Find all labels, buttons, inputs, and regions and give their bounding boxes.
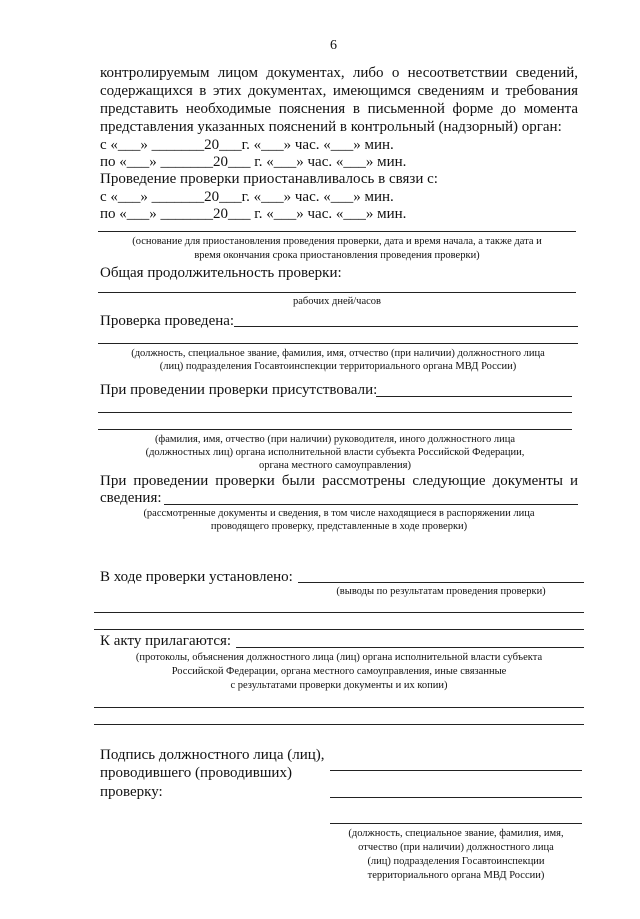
docs-note-1: (рассмотренные документы и сведения, в том числе находящиеся в распоряжении лица xyxy=(143,508,535,519)
present-note-2: (должностных лиц) органа исполнительной власти субъекта Российской Федерации, xyxy=(145,447,525,458)
docs-label-2: сведения: xyxy=(100,490,162,506)
signature-note-2: отчество (при наличии) должностного лица xyxy=(358,842,554,853)
findings-label: В ходе проверки установлено: xyxy=(100,569,293,585)
present-line-1 xyxy=(376,396,572,397)
period1-from: с «___» _______20___г. «___» час. «___» мин. xyxy=(100,137,394,153)
attach-note-2: Российской Федерации, органа местного самоуправления, иные связанные xyxy=(171,666,507,677)
present-line-2 xyxy=(98,412,572,413)
present-note-3: органа местного самоуправления) xyxy=(259,460,411,471)
attach-note-3: с результатами проверки документы и их копии) xyxy=(230,680,448,691)
attach-line xyxy=(236,647,584,648)
signature-note-3: (лиц) подразделения Госавтоинспекции xyxy=(367,856,545,867)
signature-label-3: проверку: xyxy=(100,784,163,800)
present-line-3 xyxy=(98,429,572,430)
signature-line-1 xyxy=(330,770,582,771)
intro-line-4: представления указанных пояснений в контрольный (надзорный) орган: xyxy=(100,119,562,135)
period1-to: по «___» _______20___ г. «___» час. «___» мин. xyxy=(100,154,407,170)
conducted-line-1 xyxy=(234,326,578,327)
duration-line xyxy=(98,292,576,293)
intro-line-2: содержащихся в этих документах, имеющимся сведениям и требования xyxy=(100,83,578,99)
page-number: 6 xyxy=(330,38,337,53)
period2-from: с «___» _______20___г. «___» час. «___» мин. xyxy=(100,189,394,205)
attach-note-1: (протоколы, объяснения должностного лица (лиц) органа исполнительной власти субъекта xyxy=(135,652,543,663)
intro-line-1: контролируемым лицом документах, либо о несоответствии сведений, xyxy=(100,65,578,81)
conducted-line-2 xyxy=(98,343,578,344)
docs-line xyxy=(164,504,578,505)
findings-line-2 xyxy=(94,612,584,613)
findings-line-3 xyxy=(94,629,584,630)
present-label: При проведении проверки присутствовали: xyxy=(100,382,378,398)
findings-note: (выводы по результатам проведения проверки) xyxy=(336,586,546,597)
signature-line-3 xyxy=(330,823,582,824)
docs-note-2: проводящего проверку, представленные в ходе проверки) xyxy=(210,521,468,532)
suspended-title: Проведение проверки приостанавливалось в связи с: xyxy=(100,171,438,187)
conducted-note-1: (должность, специальное звание, фамилия, имя, отчество (при наличии) должностного лица xyxy=(131,348,545,359)
conducted-label: Проверка проведена: xyxy=(100,313,235,329)
docs-label-1: При проведении проверки были рассмотрены следующие документы и xyxy=(100,473,578,489)
attach-label: К акту прилагаются: xyxy=(100,633,232,649)
suspend-note-1: (основание для приостановления проведения проверки, дата и время начала, а также дата и xyxy=(132,236,542,247)
present-note-1: (фамилия, имя, отчество (при наличии) руководителя, иного должностного лица xyxy=(154,434,516,445)
signature-note-1: (должность, специальное звание, фамилия, имя, xyxy=(348,828,564,839)
attach-line-3 xyxy=(94,724,584,725)
signature-line-2 xyxy=(330,797,582,798)
findings-line-1 xyxy=(298,582,584,583)
duration-label: Общая продолжительность проверки: xyxy=(100,265,342,281)
conducted-note-2: (лиц) подразделения Госавтоинспекции территориального органа МВД России) xyxy=(159,361,517,372)
signature-label-2: проводившего (проводивших) xyxy=(100,765,292,781)
attach-line-2 xyxy=(94,707,584,708)
intro-line-3: представить необходимые пояснения в письменной форме до момента xyxy=(100,101,578,117)
signature-note-4: территориального органа МВД России) xyxy=(367,870,545,881)
suspend-note-2: время окончания срока приостановления проведения проверки) xyxy=(194,250,480,261)
duration-note: рабочих дней/часов xyxy=(293,296,381,307)
signature-label-1: Подпись должностного лица (лиц), xyxy=(100,747,325,763)
period2-to: по «___» _______20___ г. «___» час. «___» мин. xyxy=(100,206,407,222)
suspend-reason-line xyxy=(98,231,576,232)
